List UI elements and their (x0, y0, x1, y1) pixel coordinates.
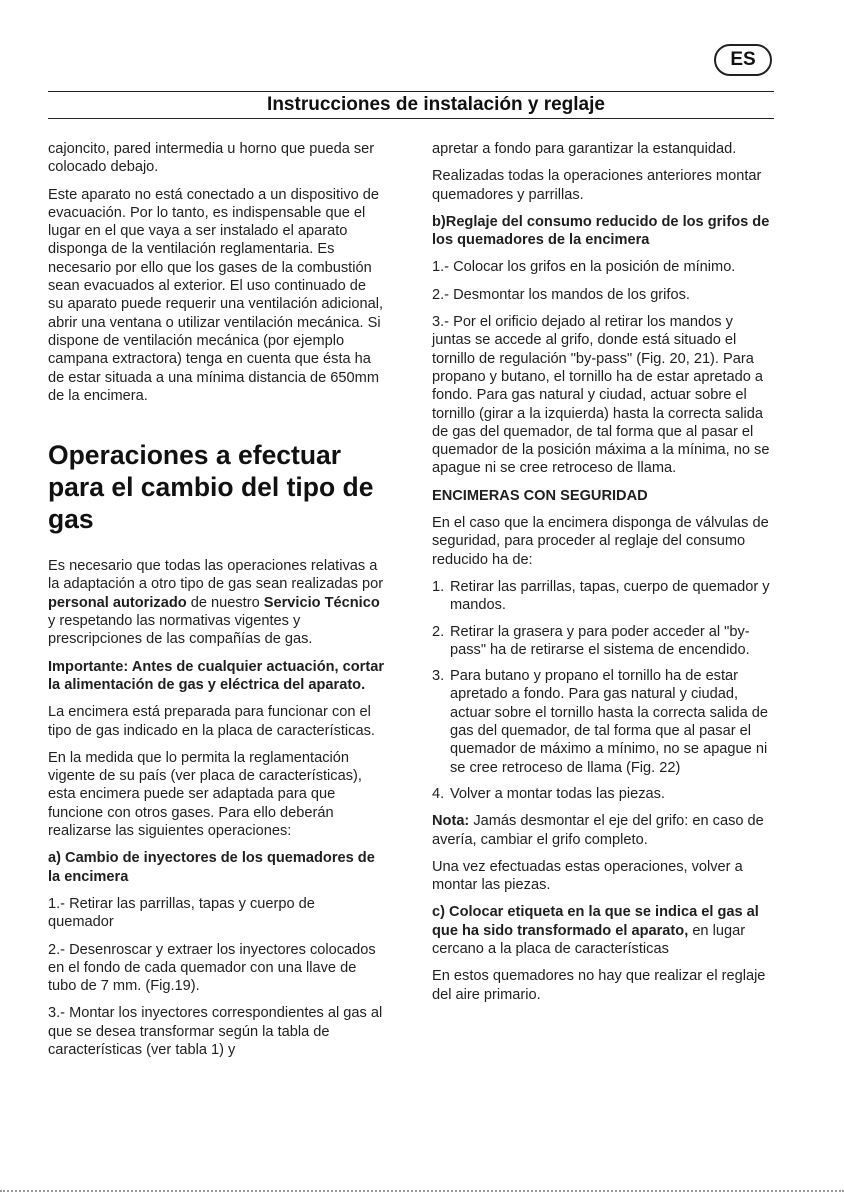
list-number: 4. (432, 785, 445, 802)
step-paragraph: 1.- Retirar las parrillas, tapas y cuerpo de quemador (48, 895, 315, 931)
list-number: 1. (432, 578, 445, 595)
paragraph: En la medida que lo permita la reglamentación vigente de su país (ver placa de características), esta encimera puede ser adaptada para que funcione con otros gases. Para ello deberán realizarse las siguientes operaciones: (48, 749, 362, 840)
subheading-a: a) Cambio de inyectores de los quemadores de la encimera (48, 850, 375, 885)
subheading-safety: ENCIMERAS CON SEGURIDAD (432, 487, 648, 504)
left-column (48, 140, 384, 1068)
paragraph: La encimera está preparada para funcionar con el tipo de gas indicado en la placa de características. (48, 704, 375, 739)
list-text: Para butano y propano el tornillo ha de estar apretado a fondo. Para gas natural y ciudad, actuar sobre el tornillo hasta la correcta salida de gas del quemador, de tal forma que al pasar el quemador de máximo a mínimo, no se apague ni se cree retroceso de llama (Fig. 22) (450, 668, 768, 776)
step-paragraph: 3.- Montar los inyectores correspondientes al gas al que se desea transformar según la tabla de características (ver tabla 1) y (48, 1005, 383, 1058)
list-item (432, 578, 772, 615)
text-run: en lugar cercano a la placa de características (432, 922, 746, 957)
subheading-c: c) Colocar etiqueta en la que se indica el gas al que ha sido transformado el aparato, (432, 904, 759, 939)
text-run: de nuestro (186, 594, 264, 611)
note-paragraph (432, 812, 772, 849)
section-heading: Operaciones a efectuar para el cambio del tipo de gas (48, 440, 374, 535)
paragraph: apretar a fondo para garantizar la estanquidad. (432, 141, 737, 157)
subheading-c-paragraph (432, 903, 772, 958)
list-item (432, 667, 772, 777)
step-paragraph: 3.- Por el orificio dejado al retirar los mandos y juntas se accede al grifo, donde está situado el tornillo de regulación "by-pass" (Fig. 20, 21). Para propano y butano, el tornillo ha de estar apretado a fondo. Para gas natural y ciudad, actuar sobre el tornillo (girar a la izquierda) hasta la correcta salida de gas del quemador, de tal forma que al pasar el quemador de la posición máxima a la mínima, no se apague ni se cree retroceso de llama. (432, 314, 770, 477)
paragraph: Realizadas todas la operaciones anteriores montar quemadores y parrillas. (432, 168, 762, 203)
right-column (432, 140, 772, 1013)
text-run: y respetando las normativas vigentes y prescripciones de las compañías de gas. (48, 613, 313, 648)
list-number: 3. (432, 668, 445, 685)
list-text: Volver a montar todas las piezas. (450, 785, 665, 802)
paragraph (48, 557, 384, 648)
paragraph: En el caso que la encimera disponga de válvulas de seguridad, para proceder al reglaje del consumo reducido ha de: (432, 515, 769, 568)
list-text: Retirar las parrillas, tapas, cuerpo de quemador y mandos. (450, 578, 770, 614)
emphasis-text: personal autorizado (48, 594, 187, 611)
list-number: 2. (432, 623, 445, 640)
important-note: Importante: Antes de cualquier actuación, cortar la alimentación de gas y eléctrica del aparato. (48, 658, 384, 693)
list-text: Retirar la grasera y para poder acceder al "by-pass" ha de retirarse el sistema de encendido. (450, 623, 750, 658)
text-run: Jamás desmontar el eje del grifo: en caso de avería, cambiar el grifo completo. (432, 813, 764, 848)
bottom-edge (0, 1190, 844, 1192)
ventilation-paragraph: Este aparato no está conectado a un dispositivo de evacuación. Por lo tanto, es indispensable que el lugar en el que vaya a ser instalado el aparato disponga de la ventilación reglamentaria. Es necesario por ello que los gases de la combustión sean evacuados al exterior. El uso continuado de su aparato puede requerir una ventilación adicional, abrir una ventana o utilizar ventilación mecánica. Si dispone de ventilación mecánica (por ejemplo campana extractora) tenga en cuenta que ésta ha de estar situada a una mínima distancia de 650mm de la encimera. (48, 186, 384, 404)
list-item (432, 623, 772, 660)
text-run: Es necesario que todas las operaciones relativas a la adaptación a otro tipo de gas sean realizadas por (48, 558, 384, 593)
list-item (432, 785, 772, 803)
header-rule-bottom (48, 118, 774, 119)
safety-steps-list (432, 578, 772, 803)
subheading-b: b)Reglaje del consumo reducido de los grifos de los quemadores de la encimera (432, 213, 770, 249)
step-paragraph: 2.- Desenroscar y extraer los inyectores colocados en el fondo de cada quemador con una llave de tubo de 7 mm. (Fig.19). (48, 941, 376, 995)
paragraph: En estos quemadores no hay que realizar el reglaje del aire primario. (432, 968, 766, 1003)
paragraph: cajoncito, pared intermedia u horno que pueda ser colocado debajo. (48, 141, 375, 176)
step-paragraph: 1.- Colocar los grifos en la posición de mínimo. (432, 259, 736, 276)
paragraph: Una vez efectuadas estas operaciones, volver a montar las piezas. (432, 858, 743, 894)
note-label: Nota: (432, 813, 470, 830)
language-badge: ES (714, 44, 772, 76)
page-title: Instrucciones de instalación y reglaje (267, 93, 605, 115)
emphasis-text: Servicio Técnico (263, 594, 380, 611)
step-paragraph: 2.- Desmontar los mandos de los grifos. (432, 286, 690, 303)
